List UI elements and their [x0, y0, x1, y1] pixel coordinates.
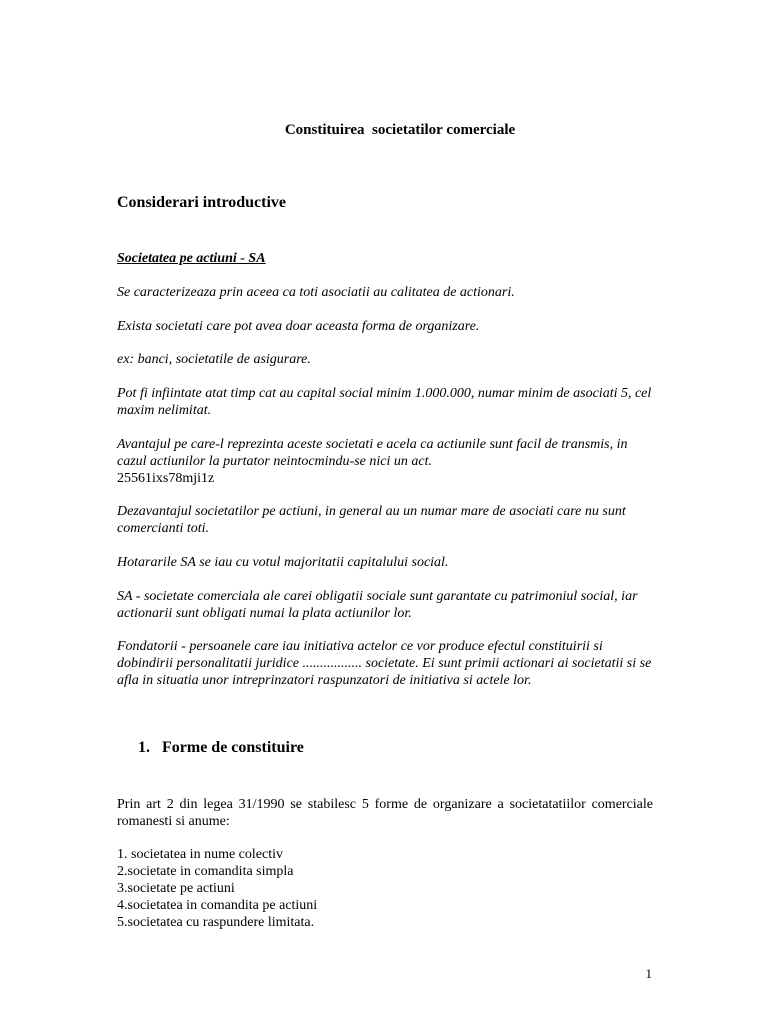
list-item: 3.societate pe actiuni — [117, 881, 235, 896]
section-heading-intro: Considerari introductive — [117, 194, 287, 211]
paragraph-1: Se caracterizeaza prin aceea ca toti asociatii au calitatea de actionari. — [117, 285, 515, 300]
forms-list — [117, 846, 317, 931]
paragraph-7: Hotararile SA se iau cu votul majoritatii capitalului social. — [117, 555, 449, 570]
paragraph-5-code: 25561ixs78mji1z — [117, 471, 215, 486]
section-number: 1. — [138, 739, 150, 756]
paragraph-6: Dezavantajul societatilor pe actiuni, in general au un numar mare de asociati care nu sunt comercianti toti. — [117, 504, 626, 536]
paragraph-2: Exista societati care pot avea doar aceasta forma de organizare. — [117, 319, 480, 334]
paragraph-9: Fondatorii - persoanele care iau initiativa actelor ce vor produce efectul constituirii si dobindirii personalitatii juridice ................. societate. Ei sunt primii actionari ai societatii si se afla in situatia unor intreprinzatori raspunzatori de initiativa si actele lor. — [117, 639, 652, 688]
paragraph-3: ex: banci, societatile de asigurare. — [117, 352, 311, 367]
list-item: 5.societatea cu raspundere limitata. — [117, 915, 315, 930]
section-heading-1 — [138, 739, 304, 757]
list-item: 1. societatea in nume colectiv — [117, 847, 283, 862]
paragraph-5-text: Avantajul pe care-l reprezinta aceste societati e acela ca actiunile sunt facil de transmis, in cazul actiunilor la purtator neintocmindu-se nici un act. — [117, 437, 628, 469]
list-item: 2.societate in comandita simpla — [117, 864, 294, 879]
subheading-text: Societatea pe actiuni - SA — [117, 251, 266, 266]
paragraph-8: SA - societate comerciala ale carei obligatii sociale sunt garantate cu patrimoniul social, iar actionarii sunt obligati numai la plata actiunilor lor. — [117, 589, 638, 621]
section-title: Forme de constituire — [162, 739, 304, 756]
paragraph-5 — [117, 436, 653, 487]
list-item: 4.societatea in comandita pe actiuni — [117, 898, 318, 913]
document-title: Constituirea societatilor comerciale — [284, 122, 516, 138]
paragraph-4: Pot fi infiintate atat timp cat au capital social minim 1.000.000, numar minim de asociati 5, cel maxim nelimitat. — [117, 386, 652, 418]
subheading-sa — [117, 250, 653, 267]
section-1-intro: Prin art 2 din legea 31/1990 se stabilesc 5 forme de organizare a societatatiilor comerciale romanesti si anume: — [117, 797, 653, 829]
page-number: 1 — [645, 966, 652, 981]
